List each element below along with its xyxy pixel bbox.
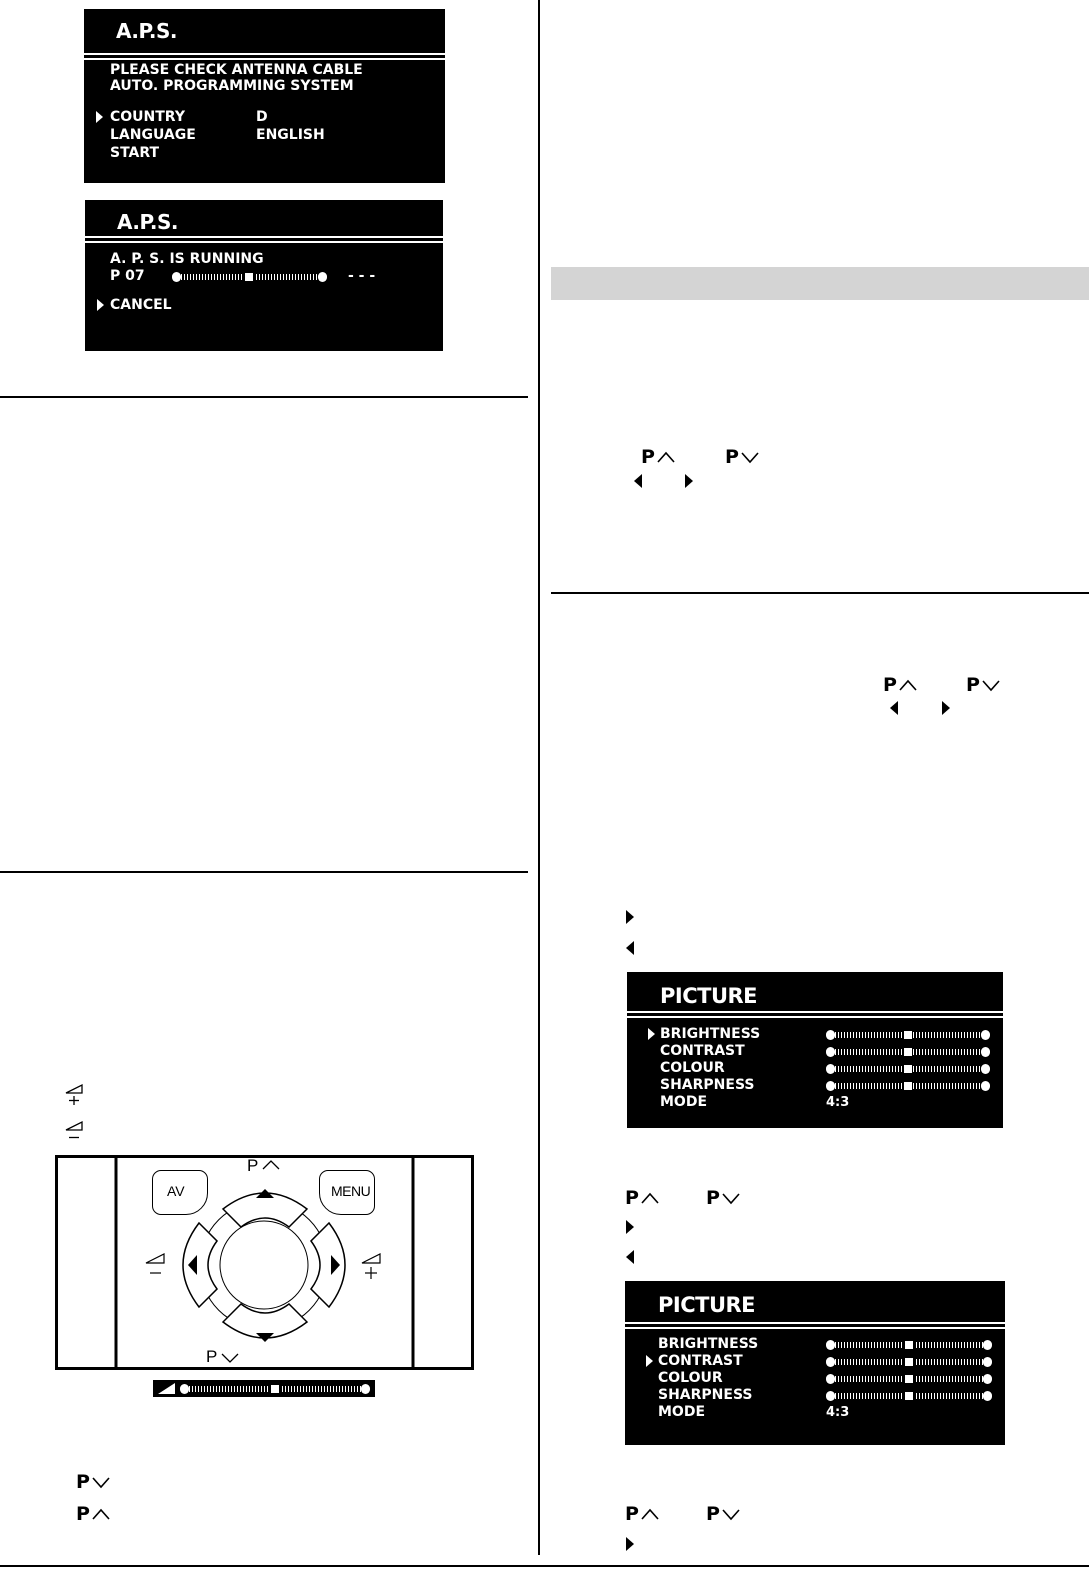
volume-slider	[180, 1384, 370, 1394]
page-bottom-rule	[0, 1565, 1089, 1567]
slider-knob-sharpness[interactable]	[904, 1391, 914, 1401]
volume-down-icon	[64, 1120, 86, 1144]
program-up-button[interactable]	[215, 1183, 315, 1233]
country-value: D	[256, 109, 268, 125]
menu-item-colour[interactable]: COLOUR	[658, 1370, 723, 1386]
menu-item-mode[interactable]: MODE	[658, 1404, 706, 1420]
p-down-key-label: P	[706, 1187, 720, 1209]
tuning-progress-slider	[172, 272, 327, 282]
p-up-key-label: P	[76, 1503, 90, 1525]
aps-title: A.P.S.	[117, 210, 179, 234]
slider-knob-brightness[interactable]	[904, 1340, 914, 1350]
menu-item-mode[interactable]: MODE	[660, 1094, 708, 1110]
selection-cursor-icon	[646, 1355, 653, 1367]
slider-brightness[interactable]	[826, 1340, 992, 1350]
slider-sharpness[interactable]	[826, 1391, 992, 1401]
program-down-button[interactable]	[215, 1298, 315, 1348]
control-panel-illustration	[55, 1155, 474, 1370]
volume-down-icon	[144, 1251, 168, 1279]
aps-subtitle: AUTO. PROGRAMMING SYSTEM	[110, 78, 354, 94]
menu-item-contrast[interactable]: CONTRAST	[658, 1353, 743, 1369]
volume-up-button[interactable]	[305, 1215, 355, 1315]
av-button-label: AV	[167, 1183, 185, 1199]
left-arrow-icon	[890, 701, 898, 715]
slider-knob-colour[interactable]	[903, 1064, 913, 1074]
aps-running-status: A. P. S. IS RUNNING	[110, 251, 264, 267]
picture-menu-title: PICTURE	[658, 1293, 756, 1317]
p-up-key-label: P	[625, 1187, 639, 1209]
slider-sharpness[interactable]	[826, 1081, 990, 1091]
p-up-key-label: P	[883, 674, 897, 696]
left-arrow-icon	[626, 1250, 634, 1264]
slider-knob-colour[interactable]	[904, 1374, 914, 1384]
volume-bar	[153, 1380, 375, 1397]
av-button[interactable]	[152, 1170, 208, 1215]
chevron-down-icon	[721, 1507, 743, 1521]
left-arrow-icon	[634, 474, 642, 488]
channel-dashes: - - -	[348, 268, 376, 284]
p-down-key-label: P	[725, 446, 739, 468]
section-rule-right-1	[551, 592, 1089, 594]
p-down-key-label: P	[966, 674, 980, 696]
slider-knob-contrast[interactable]	[903, 1047, 913, 1057]
section-header-bar	[551, 267, 1089, 300]
mode-value: 4:3	[826, 1095, 850, 1110]
aps-title: A.P.S.	[116, 19, 178, 43]
chevron-down-icon	[740, 450, 762, 464]
volume-up-icon	[360, 1251, 384, 1281]
selection-cursor-icon	[97, 299, 104, 311]
chevron-up-icon	[898, 678, 920, 692]
chevron-up-icon	[640, 1191, 662, 1205]
menu-button-label: MENU	[331, 1183, 371, 1199]
p-up-key-label: P	[641, 446, 655, 468]
aps-screen-running	[85, 200, 443, 351]
country-label[interactable]: COUNTRY	[110, 109, 185, 125]
menu-item-brightness[interactable]: BRIGHTNESS	[658, 1336, 759, 1352]
mode-value: 4:3	[826, 1405, 850, 1420]
column-divider	[538, 0, 540, 1555]
start-label[interactable]: START	[110, 145, 160, 161]
picture-menu-contrast	[625, 1281, 1005, 1445]
left-arrow-icon	[626, 941, 634, 955]
p-down-label: P	[206, 1347, 218, 1366]
language-label[interactable]: LANGUAGE	[110, 127, 196, 143]
chevron-down-icon	[721, 1191, 743, 1205]
chevron-down-icon	[220, 1352, 240, 1364]
speaker-ramp-icon	[158, 1383, 176, 1394]
section-rule-left-1	[0, 396, 528, 398]
menu-button[interactable]	[319, 1170, 375, 1215]
program-number: P 07	[110, 268, 145, 284]
volume-up-icon	[64, 1083, 86, 1107]
chevron-down-icon	[981, 678, 1003, 692]
cancel-label[interactable]: CANCEL	[110, 297, 172, 313]
volume-down-button[interactable]	[173, 1215, 223, 1315]
p-up-key-label: P	[625, 1503, 639, 1525]
selection-cursor-icon	[648, 1028, 655, 1040]
volume-knob	[270, 1384, 280, 1394]
chevron-down-icon	[91, 1475, 113, 1489]
chevron-up-icon	[91, 1507, 113, 1521]
selection-cursor-icon	[96, 111, 103, 123]
right-arrow-icon	[626, 1537, 634, 1551]
p-down-key-label: P	[76, 1471, 90, 1493]
language-value: ENGLISH	[256, 127, 325, 143]
picture-menu-title: PICTURE	[660, 984, 758, 1008]
menu-item-contrast[interactable]: CONTRAST	[660, 1043, 745, 1059]
right-arrow-icon	[626, 910, 634, 924]
tuning-progress-knob	[244, 272, 254, 282]
slider-contrast[interactable]	[826, 1047, 990, 1057]
menu-item-sharpness[interactable]: SHARPNESS	[658, 1387, 753, 1403]
section-rule-left-2	[0, 871, 528, 873]
chevron-up-icon	[640, 1507, 662, 1521]
menu-item-colour[interactable]: COLOUR	[660, 1060, 725, 1076]
slider-brightness[interactable]	[826, 1030, 990, 1040]
slider-knob-contrast[interactable]	[904, 1357, 914, 1367]
right-arrow-icon	[626, 1220, 634, 1234]
slider-knob-sharpness[interactable]	[903, 1081, 913, 1091]
p-down-key-label: P	[706, 1503, 720, 1525]
menu-item-sharpness[interactable]: SHARPNESS	[660, 1077, 755, 1093]
slider-knob-brightness[interactable]	[903, 1030, 913, 1040]
menu-item-brightness[interactable]: BRIGHTNESS	[660, 1026, 761, 1042]
right-arrow-icon	[942, 701, 950, 715]
antenna-check-text: PLEASE CHECK ANTENNA CABLE	[110, 62, 363, 78]
picture-menu-brightness	[627, 972, 1003, 1128]
slider-colour[interactable]	[826, 1064, 990, 1074]
right-arrow-icon	[685, 474, 693, 488]
aps-screen-setup	[84, 9, 445, 183]
slider-colour[interactable]	[826, 1374, 992, 1384]
chevron-up-icon	[656, 450, 678, 464]
chevron-up-icon	[261, 1159, 281, 1171]
slider-contrast[interactable]	[826, 1357, 992, 1367]
p-up-label: P	[247, 1156, 259, 1175]
